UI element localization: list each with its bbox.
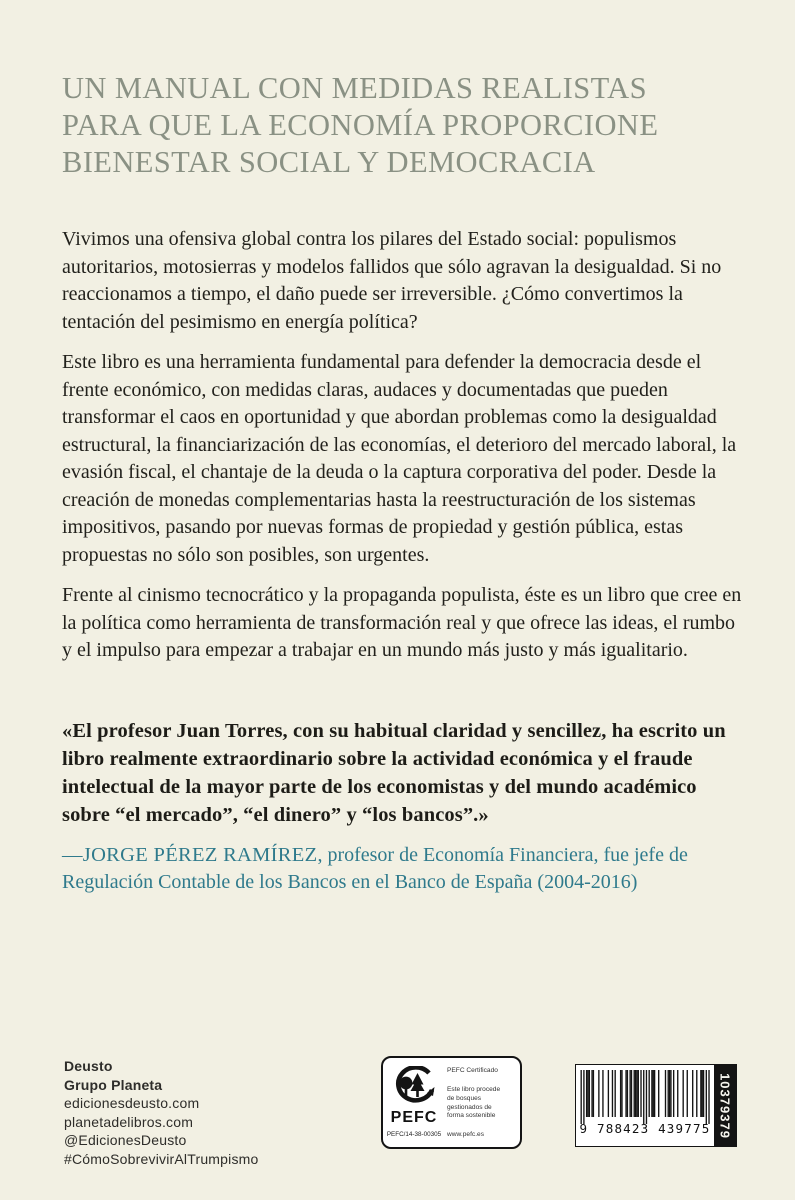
pefc-trees-icon <box>391 1066 437 1108</box>
publisher-website-2: planetadelibros.com <box>64 1113 194 1130</box>
barcode-area <box>576 1065 714 1146</box>
headline <box>62 70 746 181</box>
publisher-group: Grupo Planeta <box>64 1076 163 1093</box>
pefc-license-number: PEFC/14-38-00305 <box>386 1131 442 1138</box>
review-quote: «El profesor Juan Torres, con su habitual claridad y sencillez, ha escrito un libro realmente extraordinario sobre la actividad económica y el fraude intelectual de la mayor parte de los economistas y del mundo académico sobre “el mercado”, “el dinero” y “los bancos”.» <box>62 719 726 826</box>
isbn-number: 9 788423 439775 <box>579 1121 711 1136</box>
publisher-name: Deusto <box>64 1058 113 1074</box>
synopsis-paragraph-3: Frente al cinismo tecnocrático y la propaganda populista, éste es un libro que cree en la política como herramienta de transformación real y que ofrece las ideas, el rumbo y el impulso para empezar a trabajar en un mundo más justo y más igualitario. <box>62 584 742 661</box>
publisher-social-handle: @EdicionesDeusto <box>64 1132 187 1148</box>
internal-code-strip <box>714 1065 736 1146</box>
pefc-wordmark: PEFC <box>390 1109 438 1126</box>
barcode-bars-icon <box>577 1070 713 1124</box>
synopsis-paragraph-2: Este libro es una herramienta fundamental para defender la democracia desde el frente económico, con medidas claras, audaces y documentadas que pueden transformar el caos en oportunidad y que abordan problemas como la desigualdad estructural, la financiarización de las economías, el deterioro del mercado laboral, la evasión fiscal, el chantaje de la deuda o la captura corporativa del poder. Desde la creación de monedas complementarias hasta la reestructuración de los sistemas impositivos, pasando por nuevas formas de propiedad y gestión pública, estas propuestas no sólo son posibles, son urgentes. <box>62 351 737 566</box>
synopsis-paragraph-1: Vivimos una ofensiva global contra los pilares del Estado social: populismos autoritarios, motosierras y modelos fallidos que sólo agravan la desigualdad. Si no reaccionamos a tiempo, el daño puede ser irreversible. ¿Cómo convertimos la tentación del pesimismo en energía política? <box>62 228 722 333</box>
synopsis <box>62 226 746 665</box>
headline-line-2: PARA QUE LA ECONOMÍA PROPORCIONE <box>62 108 659 142</box>
review-attribution <box>62 842 746 896</box>
reviewer-title: , profesor de Economía Financiera, fue jefe de Regulación Contable de los Bancos en el Banco de España (2004-2016) <box>62 843 688 893</box>
publisher-hashtag: #CómoSobrevivirAlTrumpismo <box>64 1150 259 1167</box>
internal-code: 10379379 <box>717 1072 733 1139</box>
back-cover-text <box>62 70 746 896</box>
reviewer-name: —JORGE PÉREZ RAMÍREZ <box>62 843 318 866</box>
pefc-claim-text: Este libro procede de bosques gestionados de forma sostenible <box>447 1086 501 1120</box>
pefc-logo-column <box>383 1058 445 1147</box>
pefc-url: www.pefc.es <box>447 1131 485 1139</box>
publisher-website-1: edicionesdeusto.com <box>64 1095 200 1111</box>
isbn-barcode <box>575 1064 737 1147</box>
publisher-block <box>64 1057 259 1168</box>
headline-line-3: BIENESTAR SOCIAL Y DEMOCRACIA <box>62 145 596 179</box>
pefc-certification-label <box>381 1056 522 1149</box>
pefc-text-column <box>445 1058 520 1147</box>
pefc-certified-label: PEFC Certificado <box>447 1067 498 1074</box>
headline-line-1: UN MANUAL CON MEDIDAS REALISTAS <box>62 71 647 105</box>
